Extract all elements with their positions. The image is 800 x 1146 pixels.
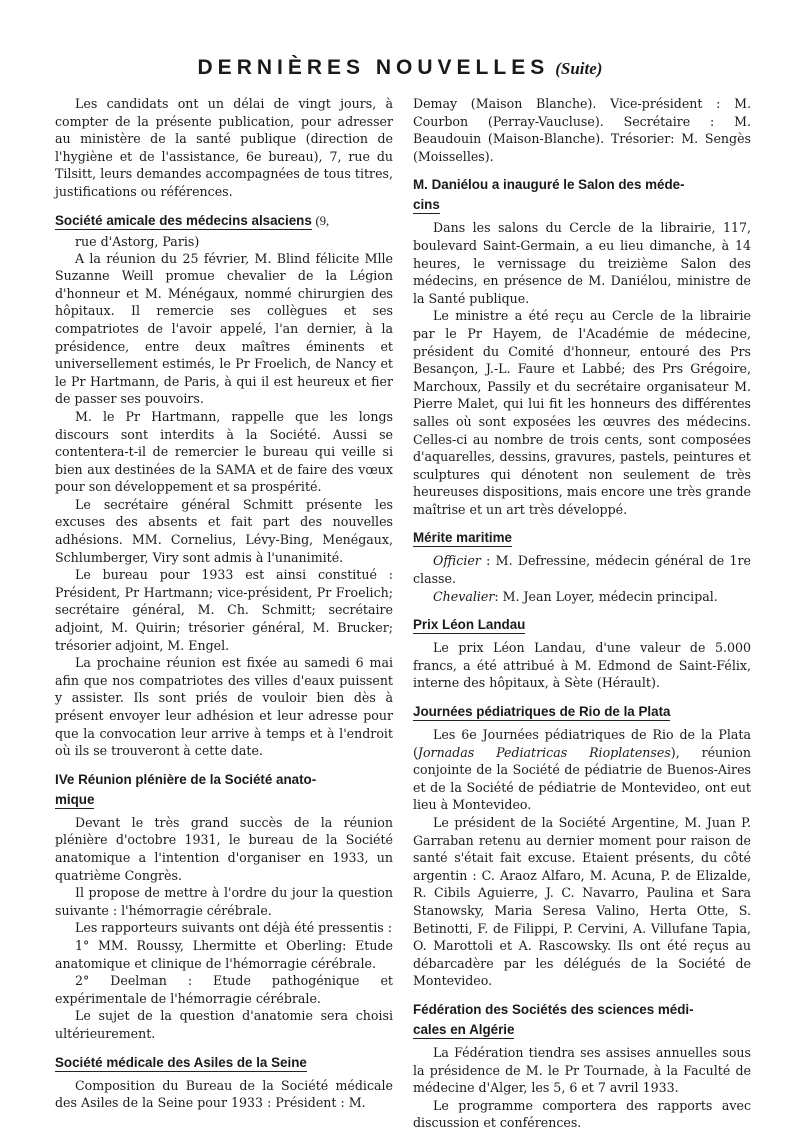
paragraph: Le sujet de la question d'anatomie sera choisi ultérieurement. — [55, 1008, 393, 1041]
section-title-salon: M. Daniélou a inauguré le Salon des méde- cins — [413, 177, 685, 213]
section-title-merite: Mérite maritime — [413, 530, 512, 546]
section-title-rio: Journées pédiatriques de Rio de la Plata — [413, 704, 671, 720]
paragraph: 1° MM. Roussy, Lhermitte et Oberling: Etude anatomique et clinique de l'hémorragie cérébrale. — [55, 937, 393, 971]
paragraph: Le secrétaire général Schmitt présente les excuses des absents et fait part des nouvelles adhésions. MM. Cornelius, Lévy-Bing, Menégaux, Schlumberger, Viry sont admis à l'unanimité. — [55, 496, 393, 565]
paragraph: Le programme comportera des rapports avec discussion et conférences. — [413, 1097, 751, 1131]
section-title-asiles: Société médicale des Asiles de la Seine — [55, 1054, 307, 1070]
section-title-alsaciens: Société amicale des médecins alsaciens (9, — [55, 212, 330, 228]
paragraph: M. le Pr Hartmann, rappelle que les longs discours sont interdits à la Société. Aussi se contentera-t-il de remercier le bureau qui veille si bien aux destinées de la SAMA et de faire des vœux pour son développement et sa prospérité. — [55, 408, 393, 495]
paragraph: Les rapporteurs suivants ont déjà été pressentis : — [75, 920, 392, 936]
paragraph: Le ministre a été reçu au Cercle de la librairie par le Pr Hayem, de l'Académie de médecine, président du Comité d'honneur, entouré des Prs Besançon, J.-L. Faure et Labbé; des Prs Grégoire, Marchoux, Passily et du secrétaire organisateur M. Pierre Malet, qui lui fit les honneurs des différentes salles où sont exposées les œuvres des médecins. Celles-ci au nombre de trois cents, sont composées d'aquarelles, dessins, gravures, pastels, peintures et sculptures qui dénotent non seulement de très heureuses dispositions, mais encore une très grande maîtrise et un art très développé. — [413, 308, 751, 517]
paragraph: Chevalier: M. Jean Loyer, médecin principal. — [433, 588, 718, 604]
section-title-algerie: Fédération des Sociétés des sciences médi- cales en Algérie — [413, 1001, 694, 1037]
paragraph: Devant le très grand succès de la réunion plénière d'octobre 1931, le bureau de la Société anatomique a l'intention d'organiser en 1933, un quatrième Congrès. — [55, 814, 393, 883]
paragraph: Les 6e Journées pédiatriques de Rio de la Plata (Jornadas Pediatricas Rioplatenses), réunion conjointe de la Société de pédiatrie de Buenos-Aires et de la Société de pédiatrie de Montevideo, ont eut lieu à Montevideo. — [413, 727, 751, 813]
paragraph: Composition du Bureau de la Société médicale des Asiles de la Seine pour 1933 : Président : M. — [55, 1077, 393, 1111]
section-subtitle-alsaciens: rue d'Astorg, Paris) — [75, 233, 200, 249]
left-column — [55, 95, 393, 1112]
intro-paragraph: Les candidats ont un délai de vingt jours, à compter de la présente publication, pour adresser au ministère de la santé publique (direction de l'hygiène et de l'assistance, 6e bureau), 7, rue du Tilsitt, leurs demandes accompagnées de tous titres, justifications ou références. — [55, 96, 393, 199]
paragraph: Officier : M. Defressine, médecin général de 1re classe. — [413, 553, 751, 587]
paragraph: Le président de la Société Argentine, M. Juan P. Garraban retenu au dernier moment pour raison de santé s'était fait excuse. Etaient présents, du côté argentin : C. Araoz Alfaro, M. Acuna, P. de Elizalde, R. Cibils Aguierre, J. C. Navarro, Paulina et Sara Stanowsky, Maria Seresa Valino, Herta Otte, S. Betinotti, F. de Filippi, P. Cervini, A. Villufane Tapia, O. Marottoli et A. Rascowsky. Ils ont été reçus au débarcadère par les délégués de la Société de Montevideo. — [413, 815, 751, 989]
section-title-anatomique: IVe Réunion plénière de la Société anato- mique — [55, 771, 317, 807]
paragraph-continuation: Demay (Maison Blanche). Vice-président : M. Courbon (Perray-Vaucluse). Secrétaire : M. Beaudouin (Maison-Blanche). Trésorier: M. Sengès (Moisselles). — [413, 96, 751, 164]
paragraph: Il propose de mettre à l'ordre du jour la question suivante : l'hémorragie cérébrale. — [55, 885, 393, 918]
section-title-landau: Prix Léon Landau — [413, 617, 526, 633]
right-column — [413, 95, 751, 1132]
paragraph: 2° Deelman : Etude pathogénique et expérimentale de l'hémorragie cérébrale. — [55, 973, 393, 1006]
paragraph: Le prix Léon Landau, d'une valeur de 5.000 francs, a été attribué à M. Edmond de Saint-Félix, interne des hôpitaux, à Sète (Hérault). — [413, 640, 751, 691]
paragraph: A la réunion du 25 février, M. Blind félicite Mlle Suzanne Weill promue chevalier de la Légion d'honneur et M. Ménégaux, nommé chirurgien des hôpitaux. Il remercie ses collègues et ses compatriotes de l'avoir appelé, l'an dernier, à la présidence, entre deux maîtres éminents et universellement estimés, le Pr Froelich, de Nancy et le Pr Hartmann, de Paris, à qui il est heureux et fier de passer ses pouvoirs. — [55, 250, 393, 407]
paragraph: La Fédération tiendra ses assises annuelles sous la présidence de M. le Pr Tournade, à la Faculté de médecine d'Alger, les 5, 6 et 7 avril 1933. — [413, 1044, 751, 1096]
page-title-text: DERNIÈRES NOUVELLES — [197, 56, 550, 79]
paragraph: La prochaine réunion est fixée au samedi 6 mai afin que nos compatriotes des villes d'eaux puissent y assister. Ils sont priés de vouloir bien dès à présent envoyer leur adhésion et leur adresse pour que la convocation leur arrive à temps et à l'endroit où ils se trouveront à cette date. — [55, 655, 393, 759]
paragraph: Dans les salons du Cercle de la librairie, 117, boulevard Saint-Germain, a eu lieu dimanche, à 14 heures, le vernissage du treizième Salon des médecins, en présence de M. Daniélou, ministre de la Santé publique. — [413, 220, 751, 306]
paragraph: Le bureau pour 1933 est ainsi constitué : Président, Pr Hartmann; vice-président, Pr Froelich; secrétaire général, M. Ch. Schmitt; secrétaire adjoint, M. Quirin; trésorier général, M. Brucker; trésorier adjoint, M. Engel. — [55, 567, 393, 653]
page-title-suite: (Suite) — [555, 59, 603, 78]
page-title — [0, 56, 800, 80]
